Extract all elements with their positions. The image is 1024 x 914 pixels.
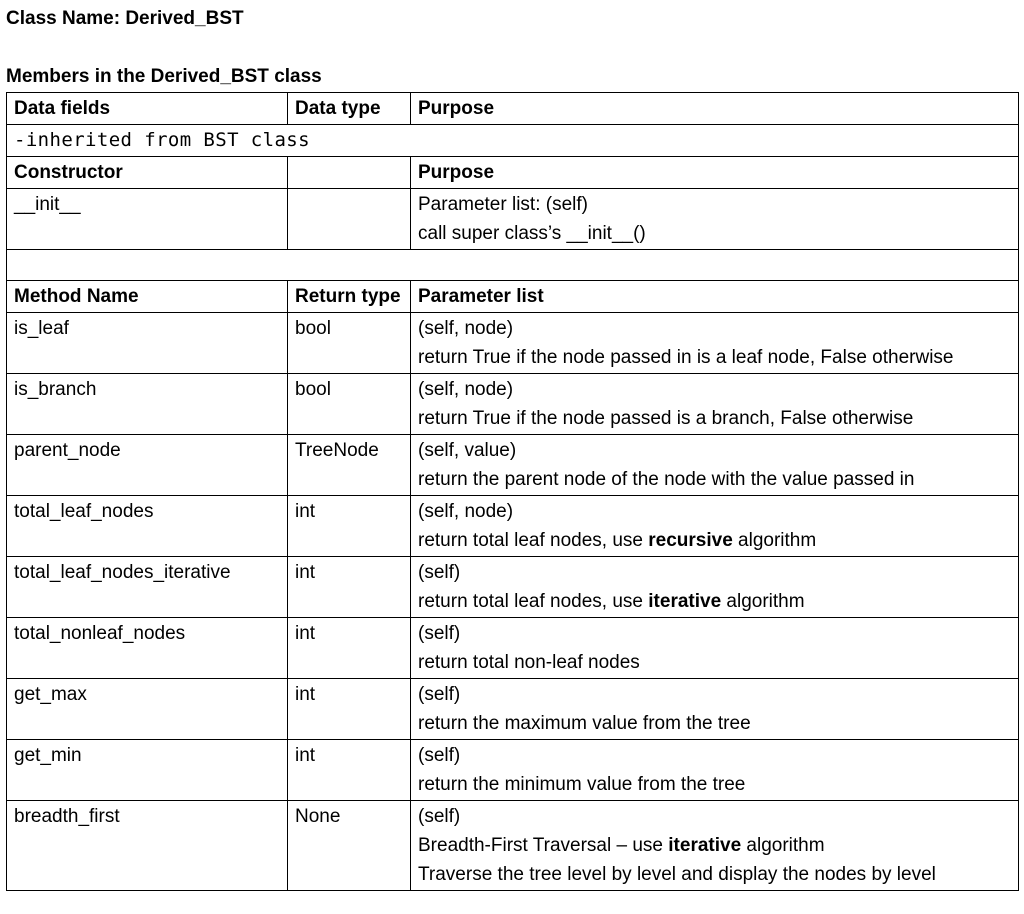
method-row <box>7 801 1019 891</box>
description-emphasis: recursive <box>648 530 733 551</box>
constructor-name: __init__ <box>7 189 288 250</box>
method-return-type: int <box>288 557 411 618</box>
method-return-type: TreeNode <box>288 435 411 496</box>
method-return-type: int <box>288 618 411 679</box>
description-suffix: algorithm <box>732 530 817 551</box>
method-header-row <box>7 281 1019 313</box>
inherited-row <box>7 125 1019 157</box>
method-name: is_branch <box>7 374 288 435</box>
blank-row <box>7 250 1019 281</box>
constructor-param-list: Parameter list: (self) <box>418 194 588 215</box>
method-name: total_leaf_nodes_iterative <box>7 557 288 618</box>
method-parameter-list <box>411 740 1019 801</box>
method-row <box>7 374 1019 435</box>
header-data-fields: Data fields <box>7 93 288 125</box>
method-description <box>418 343 1012 372</box>
method-parameter-list <box>411 618 1019 679</box>
header-constructor-type <box>288 157 411 189</box>
method-params: (self, node) <box>418 501 514 522</box>
method-row <box>7 313 1019 374</box>
class-name-heading: Class Name: Derived_BST <box>6 8 244 29</box>
constructor-type <box>288 189 411 250</box>
method-parameter-list <box>411 557 1019 618</box>
method-row <box>7 496 1019 557</box>
method-parameter-list <box>411 496 1019 557</box>
data-fields-header-row <box>7 93 1019 125</box>
method-description <box>418 770 1012 799</box>
description-text: Breadth-First Traversal – use <box>418 835 669 856</box>
method-return-type: int <box>288 740 411 801</box>
method-description <box>418 648 1012 677</box>
description-text: return True if the node passed in is a leaf node, False otherwise <box>418 347 954 368</box>
description-emphasis: iterative <box>668 835 742 856</box>
constructor-header-row <box>7 157 1019 189</box>
description-text: return total leaf nodes, use <box>418 591 649 612</box>
header-data-type: Data type <box>288 93 411 125</box>
header-parameter-list: Parameter list <box>411 281 1019 313</box>
method-name: breadth_first <box>7 801 288 891</box>
method-parameter-list <box>411 435 1019 496</box>
method-params: (self) <box>418 806 461 827</box>
description-text: return total non-leaf nodes <box>418 652 640 673</box>
method-parameter-list <box>411 679 1019 740</box>
method-return-type: None <box>288 801 411 891</box>
method-params: (self, node) <box>418 318 514 339</box>
method-description <box>418 831 1012 860</box>
members-table <box>6 92 1019 891</box>
method-parameter-list <box>411 801 1019 891</box>
method-row <box>7 679 1019 740</box>
description-text: return the parent node of the node with the value passed in <box>418 469 915 490</box>
method-params: (self) <box>418 745 461 766</box>
method-row <box>7 557 1019 618</box>
method-name: get_max <box>7 679 288 740</box>
method-name: get_min <box>7 740 288 801</box>
method-description <box>418 465 1012 494</box>
method-parameter-list <box>411 313 1019 374</box>
method-description <box>418 526 1012 555</box>
method-description <box>418 709 1012 738</box>
method-params: (self) <box>418 562 461 583</box>
method-parameter-list <box>411 374 1019 435</box>
method-row <box>7 435 1019 496</box>
description-emphasis: iterative <box>648 591 722 612</box>
description-suffix: algorithm <box>741 835 825 856</box>
constructor-call: call super class’s __init__() <box>418 223 646 244</box>
inherited-note: -inherited from BST class <box>7 125 1019 157</box>
method-params: (self, node) <box>418 379 514 400</box>
header-constructor-purpose: Purpose <box>411 157 1019 189</box>
description-text: return total leaf nodes, use <box>418 530 649 551</box>
description-extra: Traverse the tree level by level and display the nodes by level <box>418 864 936 885</box>
header-method-name: Method Name <box>7 281 288 313</box>
description-suffix: algorithm <box>721 591 805 612</box>
method-name: parent_node <box>7 435 288 496</box>
method-row <box>7 740 1019 801</box>
method-name: total_leaf_nodes <box>7 496 288 557</box>
method-name: is_leaf <box>7 313 288 374</box>
method-return-type: int <box>288 679 411 740</box>
description-text: return True if the node passed is a branch, False otherwise <box>418 408 914 429</box>
description-text: return the minimum value from the tree <box>418 774 746 795</box>
method-params: (self) <box>418 623 461 644</box>
members-heading: Members in the Derived_BST class <box>6 66 322 87</box>
description-text: return the maximum value from the tree <box>418 713 751 734</box>
method-row <box>7 618 1019 679</box>
method-return-type: int <box>288 496 411 557</box>
blank-cell <box>7 250 1019 281</box>
method-name: total_nonleaf_nodes <box>7 618 288 679</box>
method-return-type: bool <box>288 313 411 374</box>
method-description <box>418 404 1012 433</box>
method-params: (self) <box>418 684 461 705</box>
constructor-row <box>7 189 1019 250</box>
header-return-type: Return type <box>288 281 411 313</box>
method-description <box>418 587 1012 616</box>
header-constructor: Constructor <box>7 157 288 189</box>
constructor-purpose <box>411 189 1019 250</box>
method-params: (self, value) <box>418 440 517 461</box>
header-purpose: Purpose <box>411 93 1019 125</box>
method-return-type: bool <box>288 374 411 435</box>
